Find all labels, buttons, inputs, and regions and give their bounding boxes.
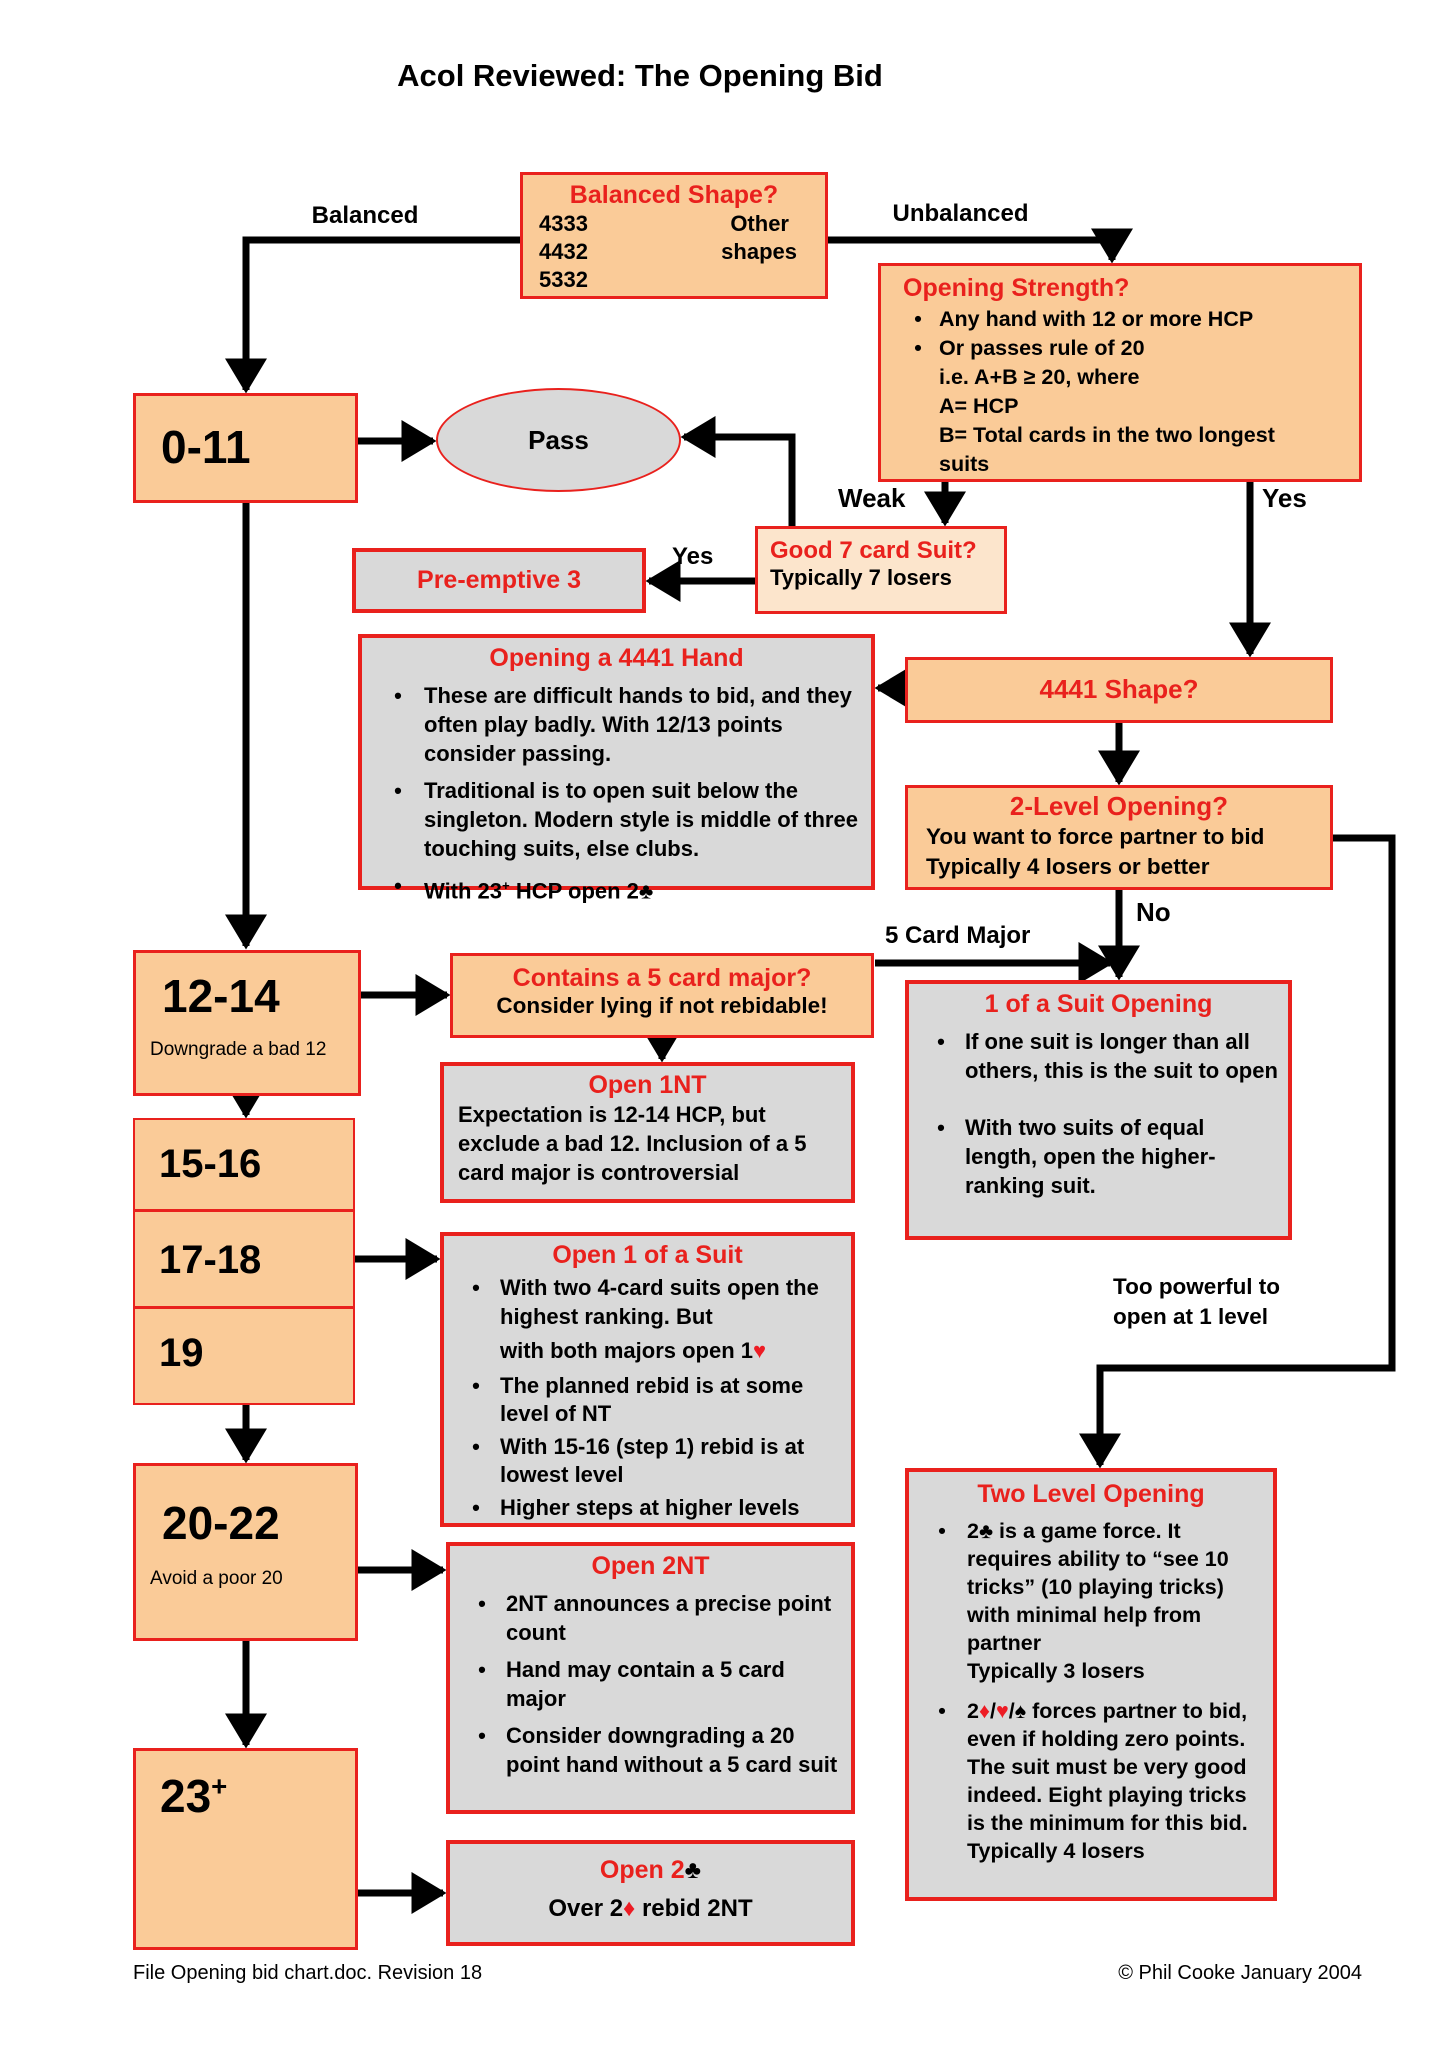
footer-file-info: File Opening bid chart.doc. Revision 18 [133,1962,483,1984]
range-20-22-value: 20-22 [162,1497,280,1549]
open-1-suit-bullet3 [452,1433,843,1490]
bullet-dot: • [394,873,402,898]
two-level-bullet2 [917,1697,1265,1865]
1-of-suit-bullet1 [917,1027,1280,1085]
two-level-bullet1 [917,1517,1265,1685]
node-open-2nt [446,1542,855,1814]
edge-good7-pass [684,437,792,526]
node-pass [436,388,681,492]
range-12-14-note: Downgrade a bad 12 [150,1039,327,1060]
b2-text: forces partner to bid, even if holding zero points. The suit must be very good indeed. Eight playing tricks is the minimum for this bid. Typically 4 losers [967,1699,1248,1863]
bullet3-pre: With 23 [424,878,503,904]
diamond-icon: ♦ [623,1895,636,1922]
opening-strength-title: Opening Strength? [903,274,1130,302]
range-19-value: 19 [159,1331,204,1375]
bullet-dot: • [478,1591,486,1616]
edge-label-yes-strength: Yes [1262,483,1307,513]
open-1-suit-bullet2-text: The planned rebid is at some level of NT [500,1372,804,1426]
rule-of-20-line: A= HCP [939,394,1019,418]
bullet-dot: • [914,307,922,331]
node-4441-shape [905,657,1333,723]
open-2nt-bullet1-text: 2NT announces a precise point count [506,1591,832,1645]
open-2nt-bullet3 [458,1721,843,1779]
bullet-dot: • [937,1029,945,1054]
bullet3-sup: + [502,878,510,893]
edge-label-no: No [1136,897,1171,927]
preemptive-3-label: Pre-emptive 3 [417,566,581,594]
edge-balanced [246,240,520,390]
node-opening-4441-hand [358,634,875,904]
node-range-20-22 [133,1463,358,1641]
bullet-dot: • [478,1723,486,1748]
shape-5332: 5332 [539,267,588,292]
heart-icon: ♥ [995,1699,1009,1723]
range-23-num: 23 [160,1770,212,1822]
open-1-suit-bullet1 [452,1274,843,1366]
shape-4432: 4432 [539,239,588,264]
node-opening-strength [878,263,1362,482]
2-level-q-title: 2-Level Opening? [1009,791,1229,821]
node-open-1nt [440,1062,855,1203]
edge-label-too-powerful [1113,1272,1280,1332]
open-2nt-bullet2 [458,1655,843,1713]
1-of-suit-bullet1-text: If one suit is longer than all others, this is the suit to open [965,1029,1278,1083]
bullet-dot: • [472,1275,480,1300]
range-0-11-value: 0-11 [161,421,251,473]
good-7-card-subtitle: Typically 7 losers [770,565,952,590]
opening-4441-bullet1 [372,681,861,768]
edge-label-weak: Weak [838,483,906,513]
node-range-12-14 [133,950,361,1096]
node-open-1-of-a-suit [440,1232,855,1527]
bullet-dot: • [937,1115,945,1140]
node-range-17-18 [133,1210,355,1308]
range-17-18-value: 17-18 [159,1238,262,1282]
contains-5-major-subtitle: Consider lying if not rebidable! [496,993,828,1018]
pass-label: Pass [528,425,589,455]
diamond-icon: ♦ [978,1699,990,1723]
4441-shape-title: 4441 Shape? [1039,674,1199,704]
bullet-dot: • [394,778,402,803]
balanced-shape-row [523,210,825,238]
range-20-22-note: Avoid a poor 20 [150,1568,283,1589]
edge-unbalanced [828,240,1112,260]
b2-pre: 2 [967,1699,979,1723]
node-two-level-opening [905,1468,1277,1901]
two-level-title: Two Level Opening [977,1480,1205,1508]
heart-icon: ♥ [753,1338,767,1363]
b1-pre: 2 [967,1519,979,1543]
node-balanced-shape [520,172,828,299]
1-of-suit-bullet2-text: With two suits of equal length, open the higher-ranking suit. [965,1115,1216,1198]
edge-label-balanced: Balanced [311,202,419,229]
2-level-q-line1: You want to force partner to bid [926,824,1265,849]
bullet-dot: • [914,336,922,360]
opening-4441-bullet1-text: These are difficult hands to bid, and they often play badly. With 12/13 points consider passing. [424,683,852,766]
open-1-suit-title: Open 1 of a Suit [552,1241,743,1269]
opening-strength-bullet2 [897,334,1343,363]
bullet1-line1: With two 4-card suits open the highest ranking. But [500,1275,819,1329]
open-2nt-bullet1 [458,1589,843,1647]
balanced-shape-title: Balanced Shape? [569,181,779,209]
1-of-suit-bullet2 [917,1113,1280,1200]
edge-label-yes-preempt: Yes [672,543,714,570]
opening-4441-bullet3-text [424,871,861,905]
spade-icon: ♠ [1014,1699,1027,1723]
open-2nt-bullet2-text: Hand may contain a 5 card major [506,1657,785,1711]
rebid-2nt-text: rebid 2NT [635,1895,753,1922]
two-level-bullet2-text [967,1697,1265,1865]
node-2-level-opening-q [905,785,1333,890]
node-preemptive-3 [352,548,646,613]
balanced-shape-row [523,238,825,266]
b1-text: is a game force. It requires ability to “see 10 tricks” (10 playing tricks) with minimal help from partner [967,1519,1229,1655]
open-2-clubs-title [450,1856,851,1885]
opening-4441-title: Opening a 4441 Hand [489,644,744,672]
opening-4441-bullet3 [372,871,861,905]
node-range-19 [133,1307,355,1405]
club-icon: ♣ [978,1519,994,1543]
b1-line2: Typically 3 losers [967,1659,1145,1683]
open-2-clubs-line [450,1895,851,1923]
shape-other: Other [730,211,789,236]
2-level-q-line2: Typically 4 losers or better [926,854,1210,879]
opening-4441-bullet2-text: Traditional is to open suit below the singleton. Modern style is middle of three touching suits, else clubs. [424,778,858,861]
open-1-suit-bullet3-text: With 15-16 (step 1) rebid is at lowest level [500,1433,805,1487]
bullet1-line2-text: with both majors open 1 [500,1338,754,1363]
range-12-14-value: 12-14 [162,970,280,1022]
page-title: Acol Reviewed: The Opening Bid [397,58,883,93]
rule-of-20-line: B= Total cards in the two longest [939,423,1275,447]
two-level-bullet1-text [967,1517,1265,1685]
too-powerful-line2: open at 1 level [1113,1304,1269,1329]
node-range-23-plus [133,1748,358,1950]
bullet-dot: • [472,1494,480,1520]
rule-of-20-line: suits [939,452,990,476]
node-range-15-16 [133,1118,355,1211]
open-1-suit-bullet4 [452,1494,843,1523]
node-range-0-11 [133,393,358,503]
node-open-2-clubs [446,1840,855,1946]
1-of-suit-title: 1 of a Suit Opening [984,990,1213,1018]
open-1-suit-bullet1-text [500,1274,843,1366]
club-icon: ♣ [684,1856,702,1884]
edge-label-unbalanced: Unbalanced [892,200,1029,227]
range-15-16-value: 15-16 [159,1142,262,1186]
open-1-suit-bullet2 [452,1372,843,1429]
edge-label-5-card-major: 5 Card Major [885,922,1031,949]
bullet-dot: • [938,1699,946,1723]
node-contains-5-card-major [450,953,874,1038]
node-1-of-a-suit-opening [905,980,1292,1240]
bullet-dot: • [472,1433,480,1459]
open-2-clubs-title-text: Open 2 [599,1856,685,1884]
bullet-dot: • [478,1657,486,1682]
bullet-dot: • [394,683,402,708]
bullet3-post: HCP open 2♣ [509,878,654,904]
bullet-dot: • [938,1519,946,1543]
range-23-sup: + [211,1770,228,1802]
too-powerful-line1: Too powerful to [1113,1274,1281,1299]
opening-strength-bullet2-text: Or passes rule of 20 [939,336,1145,360]
shape-other-2: shapes [721,239,797,264]
open-2nt-bullet3-text: Consider downgrading a 20 point hand without a 5 card suit [506,1723,838,1777]
open-2nt-title: Open 2NT [591,1552,710,1580]
opening-4441-bullet2 [372,776,861,863]
open-1nt-title: Open 1NT [588,1071,707,1099]
bullet1-line2 [500,1337,843,1366]
opening-strength-bullet1-text: Any hand with 12 or more HCP [939,307,1254,331]
range-23-value [136,1751,355,1823]
over-2-text: Over 2 [548,1895,624,1922]
open-1-suit-bullet4-text: Higher steps at higher levels [500,1494,800,1520]
node-good-7-card-suit [755,526,1007,614]
footer-copyright: © Phil Cooke January 2004 [1118,1962,1362,1984]
b2-slash2: / [1008,1699,1015,1723]
balanced-shape-row [523,266,825,294]
rule-of-20-line: i.e. A+B ≥ 20, where [939,365,1140,389]
open-1nt-body: Expectation is 12-14 HCP, but exclude a bad 12. Inclusion of a 5 card major is controversial [458,1102,807,1185]
good-7-card-title: Good 7 card Suit? [770,537,977,564]
contains-5-major-title: Contains a 5 card major? [512,964,812,992]
opening-strength-bullet1 [897,305,1343,334]
b2-slash1: / [989,1699,996,1723]
bullet-dot: • [472,1372,480,1398]
shape-4333: 4333 [539,211,588,236]
